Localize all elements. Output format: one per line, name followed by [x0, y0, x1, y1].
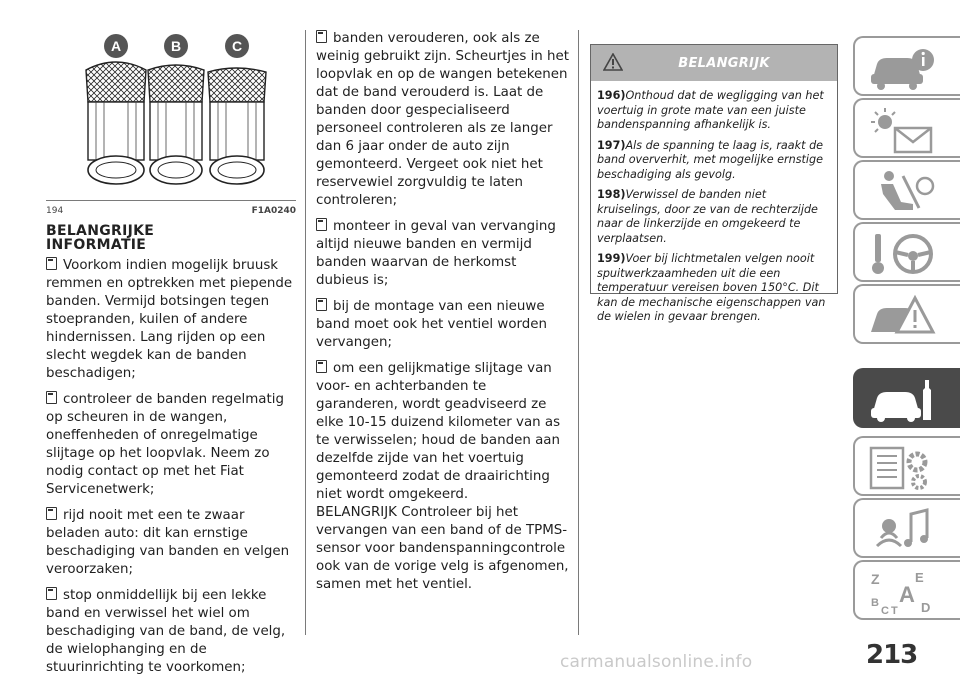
warning-box	[590, 44, 838, 323]
bullet-icon	[46, 507, 57, 520]
warning-header	[591, 45, 837, 81]
list-item-text: banden verouderen, ook als ze weinig gebruikt zijn. Scheurtjes in het loopvlak en op de wangen betekenen dat de band verouderd is. Laat de banden door gespecialiseerd personeel controleren als ze langer dan 6 jaar onder de auto zijn gemonteerd. Vergeet ook niet het reservewiel zorgvuldig te laten controleren;	[316, 31, 570, 208]
note-text: Voer bij lichtmetalen velgen nooit spuitwerkzaamheden uit die een temperatuur vereisen boven 150°C. Dit kan de mechanische eigenschappen van de wielen in gevaar brengen.	[597, 252, 826, 323]
index-letter: E	[915, 570, 924, 585]
tab-maintenance[interactable]	[853, 368, 960, 428]
list-item-text: Voorkom indien mogelijk bruusk remmen en optrekken met piepende banden. Vermijd botsingen tegen stoepranden, kuilen of andere hindernissen. Lang rijden op een slecht wegdek kan de banden beschadigen;	[46, 258, 293, 381]
tab-car-info[interactable]	[853, 36, 960, 96]
section-title-line: BELANGRIJKE	[46, 223, 155, 239]
section-title-line: INFORMATIE	[46, 237, 147, 253]
tire-a-graphic	[86, 62, 146, 184]
note-number: 196)	[597, 89, 626, 102]
section-title	[46, 224, 296, 252]
list-item	[316, 30, 572, 210]
car-info-icon	[867, 44, 937, 92]
note-number: 199)	[597, 252, 626, 265]
note-number: 197)	[597, 138, 626, 152]
note-text: Onthoud dat de wegligging van het voertuig in grote mate van een juiste bandenspanning afhankelijk is.	[597, 89, 824, 131]
bullet-icon	[316, 298, 327, 311]
column-divider	[305, 30, 306, 635]
warning-note	[597, 89, 831, 133]
bullet-icon	[316, 30, 327, 43]
list-item	[46, 587, 302, 677]
tab-safety[interactable]	[853, 160, 960, 220]
info-list-middle	[316, 30, 572, 594]
tab-warning-lights[interactable]	[853, 98, 960, 158]
bullet-icon	[316, 218, 327, 231]
figure-label-a: A	[110, 38, 122, 54]
list-item-text: bij de montage van een nieuwe band moet ook het ventiel worden vervangen;	[316, 299, 548, 350]
figure-label-c: C	[231, 38, 243, 54]
car-breakdown-icon	[867, 292, 937, 340]
list-item-text: rijd nooit met een te zwaar beladen auto: dit kan ernstige beschadiging van banden en velgen veroorzaken;	[46, 508, 290, 577]
index-letter: B	[871, 597, 879, 609]
figure-code: F1A0240	[251, 206, 296, 216]
note-number: 198)	[597, 188, 626, 201]
bullet-icon	[46, 391, 57, 404]
car-wrench-icon	[867, 376, 937, 424]
tire-c-graphic	[208, 68, 266, 184]
index-letter: C	[881, 605, 889, 616]
bullet-icon	[46, 587, 57, 600]
note-text: Verwissel de banden niet kruiselings, door ze van de rechterzijde naar de linkerzijde en omgekeerd te verplaatsen.	[597, 188, 818, 245]
tab-multimedia[interactable]	[853, 498, 960, 558]
list-item	[46, 391, 302, 499]
multimedia-icon	[867, 506, 937, 554]
bullet-icon	[316, 360, 327, 373]
list-item	[316, 298, 572, 352]
closing-paragraph: BELANGRIJK Controleer bij het vervangen van een band of de TPMS-sensor voor bandenspanningcontrole ook van de vorige velg is afgenomen, samen met het ventiel.	[316, 505, 569, 592]
list-item-text: monteer in geval van vervanging altijd nieuwe banden en vermijd banden waarvan de herkomst dubieus is;	[316, 219, 556, 288]
steering-key-icon	[867, 230, 937, 278]
tab-starting-driving[interactable]	[853, 222, 960, 282]
index-letters-icon	[867, 568, 937, 616]
list-item	[46, 507, 302, 579]
watermark-text: carmanualsonline.info	[560, 652, 753, 672]
list-item-text: stop onmiddellijk bij een lekke band en verwissel het wiel om beschadiging van de band, de velg, de wielophanging en de stuurinrichting te voorkomen;	[46, 588, 286, 675]
warning-title: BELANGRIJK	[678, 56, 770, 71]
page-number: 213	[866, 640, 918, 670]
airbag-seat-icon	[867, 168, 937, 216]
tab-index[interactable]	[853, 560, 960, 620]
list-item	[316, 360, 572, 504]
index-letter: T	[891, 605, 898, 616]
info-list-left	[46, 257, 302, 685]
warning-note	[597, 139, 831, 183]
index-letter: Z	[871, 571, 880, 587]
tab-emergency[interactable]	[853, 284, 960, 344]
index-letter: A	[899, 582, 915, 607]
warning-body	[591, 81, 837, 325]
warning-note	[597, 188, 831, 246]
list-item-text: controleer de banden regelmatig op scheuren in de wangen, oneffenheden of onregelmatige slijtage op het loopvlak. Neem zo nodig contact op met het Fiat Servicenetwerk;	[46, 392, 284, 497]
list-item	[46, 257, 302, 383]
warning-lights-icon	[867, 106, 937, 154]
warning-note	[597, 252, 831, 325]
tire-wear-illustration	[46, 30, 296, 200]
tire-b-graphic	[148, 65, 204, 184]
specs-gears-icon	[867, 444, 937, 492]
note-text: Als de spanning te laag is, raakt de band oververhit, met mogelijke ernstige beschadiging als gevolg.	[597, 138, 824, 181]
figure-number: 194	[46, 206, 64, 216]
index-letter: D	[921, 600, 931, 615]
list-item	[316, 218, 572, 290]
tire-wear-figure	[46, 30, 296, 216]
list-item-text: om een gelijkmatige slijtage van voor- en achterbanden te garanderen, wordt geadviseerd ze elke 10-15 duizend kilometer van as te verwisselen; houd de banden aan dezelfde zijde van het voertuig gemonteerd zodat de draairichting niet wordt omgekeerd.	[316, 361, 561, 502]
column-divider	[578, 30, 579, 635]
bullet-icon	[46, 257, 57, 270]
figure-label-b: B	[170, 38, 182, 54]
tab-technical-data[interactable]	[853, 436, 960, 496]
